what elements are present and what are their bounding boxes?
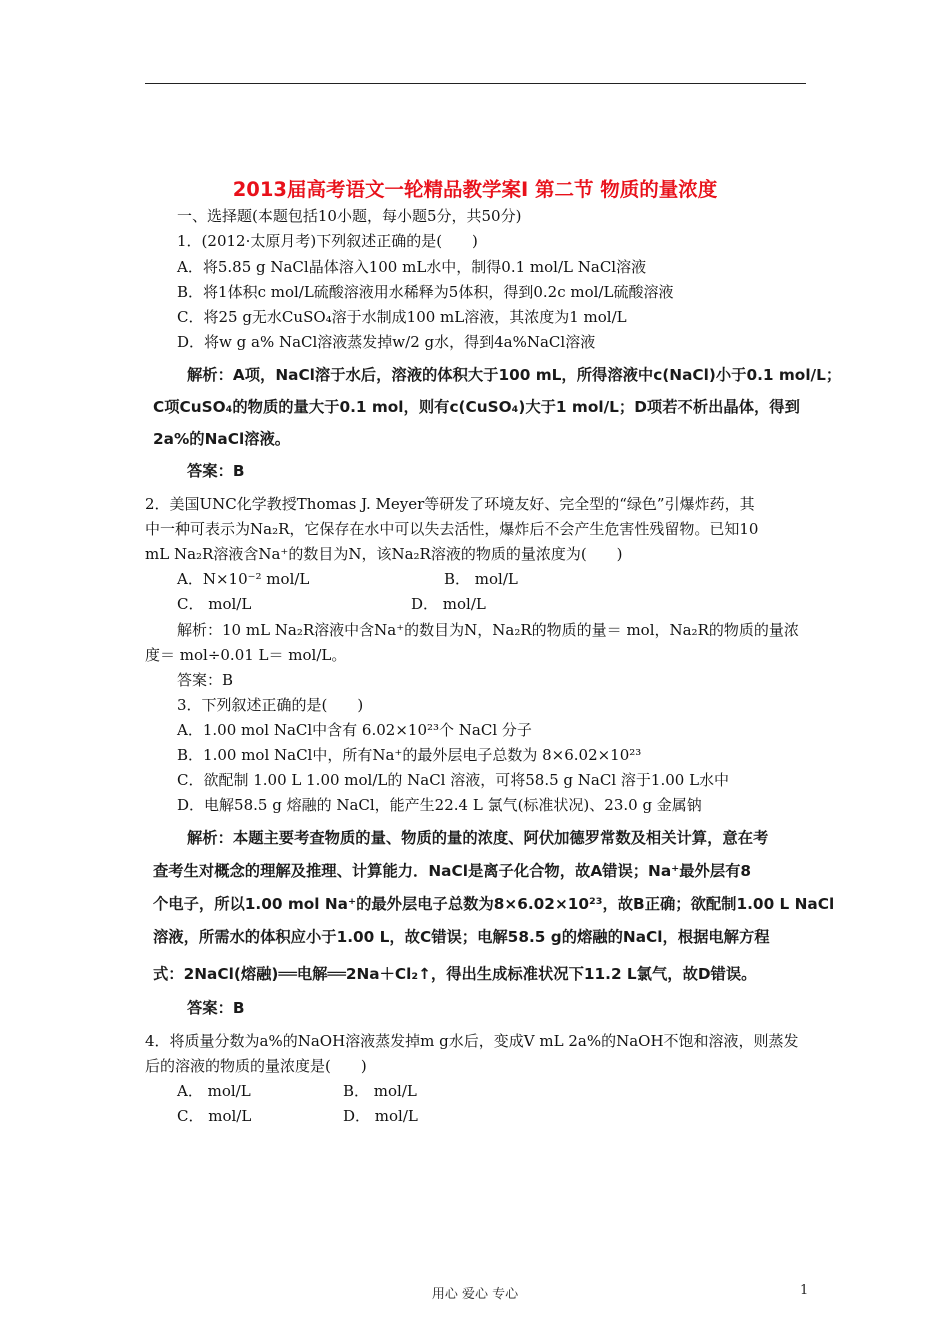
q3-option-a: A．1.00 mol NaCl中含有 6.02×10²³个 NaCl 分子 — [177, 721, 532, 739]
question-2: mL Na₂R溶液含Na⁺的数目为N，该Na₂R溶液的物质的量浓度为( ) — [145, 545, 623, 563]
question-1: 1．(2012·太原月考)下列叙述正确的是( ) — [177, 232, 478, 250]
header-rule — [145, 83, 806, 84]
q1-option-d: D．将w g a% NaCl溶液蒸发掉w/2 g水，得到4a%NaCl溶液 — [177, 333, 596, 351]
q2-option-b: B． mol/L — [444, 570, 518, 588]
question-4: 4．将质量分数为a%的NaOH溶液蒸发掉m g水后，变成V mL 2a%的NaOH不饱和溶液，则蒸发 — [145, 1032, 799, 1050]
section-heading: 一、选择题(本题包括10小题，每小题5分，共50分) — [177, 207, 522, 225]
q4-option-b: B． mol/L — [343, 1082, 417, 1100]
question-2: 中一种可表示为Na₂R，它保存在水中可以失去活性，爆炸后不会产生危害性残留物。已知10 — [145, 520, 759, 538]
footer-text: 用心 爱心 专心 — [431, 1287, 519, 1302]
q3-option-b: B．1.00 mol NaCl中，所有Na⁺的最外层电子总数为 8×6.02×10²³ — [177, 746, 642, 764]
q2-option-c: C． mol/L — [177, 595, 252, 613]
q3-option-d: D．电解58.5 g 熔融的 NaCl，能产生22.4 L 氯气(标准状况)、23.0 g 金属钠 — [177, 796, 702, 814]
q1-analysis-line: C项CuSO₄的物质的量大于0.1 mol，则有c(CuSO₄)大于1 mol/L；D项若不析出晶体，得到 — [153, 398, 800, 416]
q3-analysis-line: 查考生对概念的理解及推理、计算能力．NaCl是离子化合物，故A错误；Na⁺最外层有8 — [153, 862, 752, 880]
q3-analysis-line: 溶液，所需水的体积应小于1.00 L，故C错误；电解58.5 g的熔融的NaCl，根据电解方程 — [153, 928, 770, 946]
q1-option-c: C．将25 g无水CuSO₄溶于水制成100 mL溶液，其浓度为1 mol/L — [177, 308, 627, 326]
q2-option-d: D． mol/L — [411, 595, 486, 613]
q4-option-a: A． mol/L — [177, 1082, 251, 1100]
q1-analysis-line: 2a%的NaCl溶液。 — [153, 430, 291, 448]
q3-analysis-line: 解析：本题主要考查物质的量、物质的量的浓度、阿伏加德罗常数及相关计算，意在考 — [187, 829, 769, 847]
q4-option-c: C． mol/L — [177, 1107, 252, 1125]
q3-option-c: C．欲配制 1.00 L 1.00 mol/L的 NaCl 溶液，可将58.5 g NaCl 溶于1.00 L水中 — [177, 771, 730, 789]
q2-answer: 答案：B — [177, 671, 234, 689]
q4-option-d: D． mol/L — [343, 1107, 418, 1125]
q2-option-a: A．N×10⁻² mol/L — [177, 570, 310, 588]
page-title: 2013届高考语文一轮精品教学案Ⅰ 第二节 物质的量浓度 — [232, 178, 718, 201]
question-2: 2．美国UNC化学教授Thomas J. Meyer等研发了环境友好、完全型的“绿色”引爆炸药，其 — [145, 495, 755, 513]
question-4: 后的溶液的物质的量浓度是( ) — [145, 1057, 367, 1075]
q2-analysis-line: 解析：10 mL Na₂R溶液中含Na⁺的数目为N，Na₂R的物质的量＝ mol，Na₂R的物质的量浓 — [177, 621, 799, 639]
q2-analysis-line: 度＝ mol÷0.01 L＝ mol/L。 — [145, 646, 347, 664]
q3-analysis-equation: 式：2NaCl(熔融)══电解══2Na＋Cl₂↑，得出生成标准状况下11.2 L氯气，故D错误。 — [153, 965, 757, 983]
q1-option-b: B．将1体积c mol/L硫酸溶液用水稀释为5体积，得到0.2c mol/L硫酸溶液 — [177, 283, 674, 301]
q1-answer: 答案：B — [187, 462, 245, 480]
page-number: 1 — [800, 1283, 809, 1298]
q1-option-a: A．将5.85 g NaCl晶体溶入100 mL水中，制得0.1 mol/L NaCl溶液 — [177, 258, 647, 276]
q1-analysis-line: 解析：A项，NaCl溶于水后，溶液的体积大于100 mL，所得溶液中c(NaCl)小于0.1 mol/L； — [187, 366, 842, 384]
question-3: 3．下列叙述正确的是( ) — [177, 696, 364, 714]
q3-analysis-line: 个电子，所以1.00 mol Na⁺的最外层电子总数为8×6.02×10²³，故B正确；欲配制1.00 L NaCl — [153, 895, 835, 913]
q3-answer: 答案：B — [187, 999, 245, 1017]
